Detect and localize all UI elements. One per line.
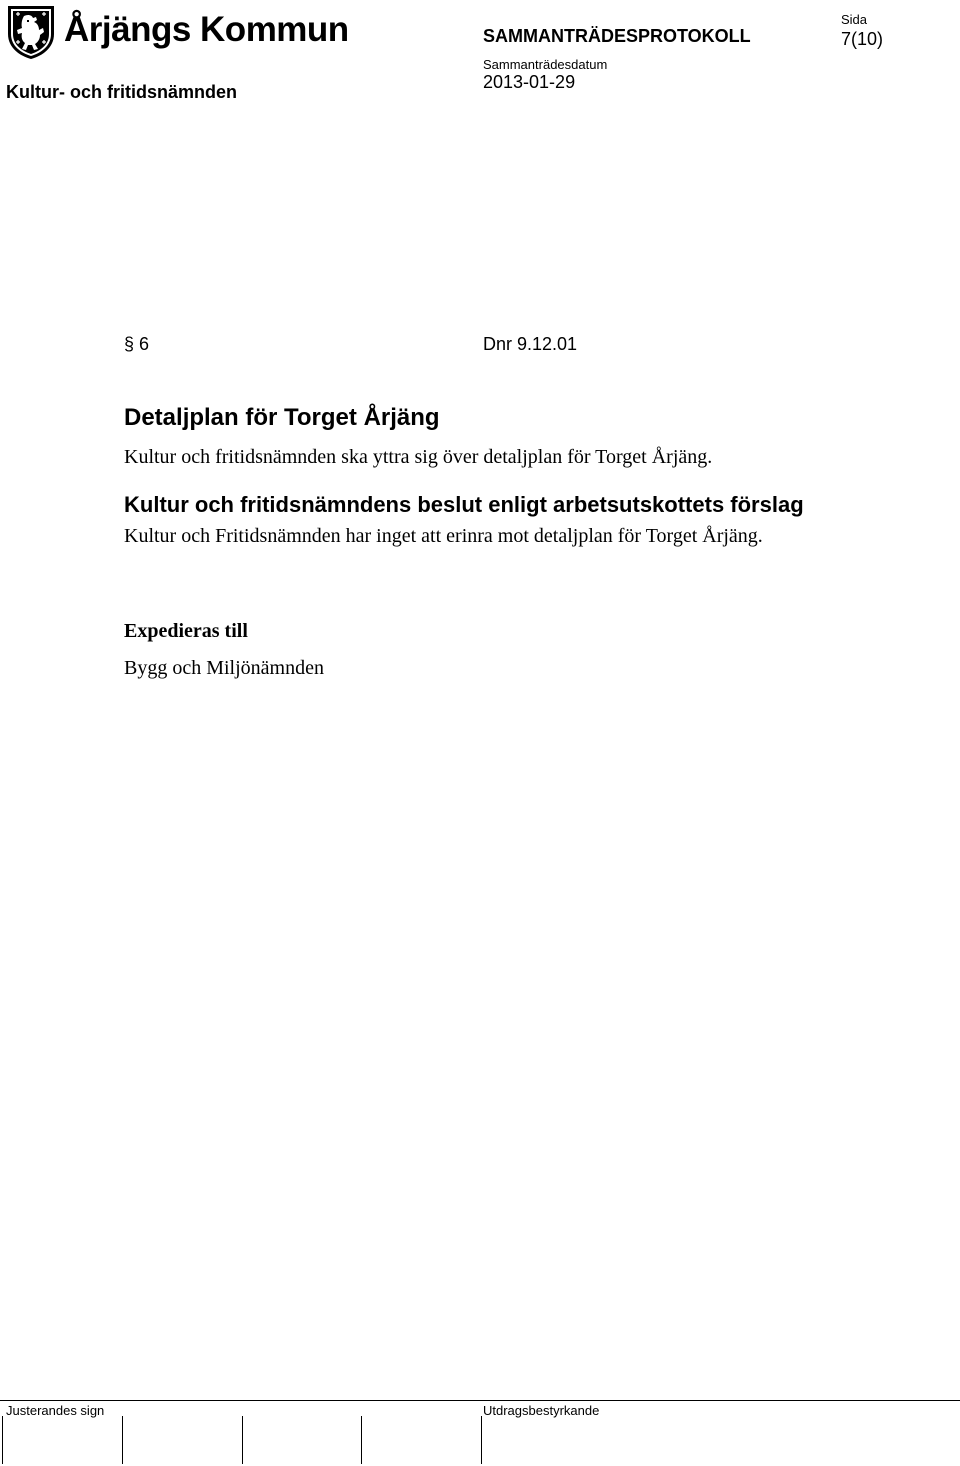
signature-box-divider [361, 1416, 362, 1464]
diary-number: Dnr 9.12.01 [483, 334, 578, 354]
meeting-date-label: Sammanträdesdatum [483, 57, 608, 72]
dispatch-recipient: Bygg och Miljönämnden [124, 657, 324, 679]
signature-box-divider [481, 1416, 482, 1464]
footer-divider [0, 1400, 960, 1401]
meeting-date: 2013-01-29 [483, 72, 576, 92]
paragraph-number: § 6 [124, 334, 150, 354]
item-title: Detaljplan för Torget Årjäng [124, 404, 440, 431]
page-label: Sida [841, 12, 868, 27]
coat-of-arms-icon [6, 4, 56, 60]
committee-name: Kultur- och fritidsnämnden [6, 82, 237, 102]
certification-label: Utdragsbestyrkande [483, 1403, 600, 1418]
municipality-logo-text: Årjängs Kommun [64, 10, 349, 49]
document-type: SAMMANTRÄDESPROTOKOLL [483, 26, 751, 46]
decision-text: Kultur och Fritidsnämnden har inget att erinra mot detaljplan för Torget Årjäng. [124, 525, 763, 547]
page-number: 7(10) [841, 29, 884, 49]
dispatch-heading: Expedieras till [124, 620, 248, 642]
signature-label: Justerandes sign [6, 1403, 105, 1418]
item-description: Kultur och fritidsnämnden ska yttra sig över detaljplan för Torget Årjäng. [124, 446, 713, 468]
decision-heading: Kultur och fritidsnämndens beslut enligt arbetsutskottets förslag [124, 492, 804, 517]
signature-box-divider [242, 1416, 243, 1464]
signature-box-divider [2, 1416, 3, 1464]
signature-box-divider [122, 1416, 123, 1464]
